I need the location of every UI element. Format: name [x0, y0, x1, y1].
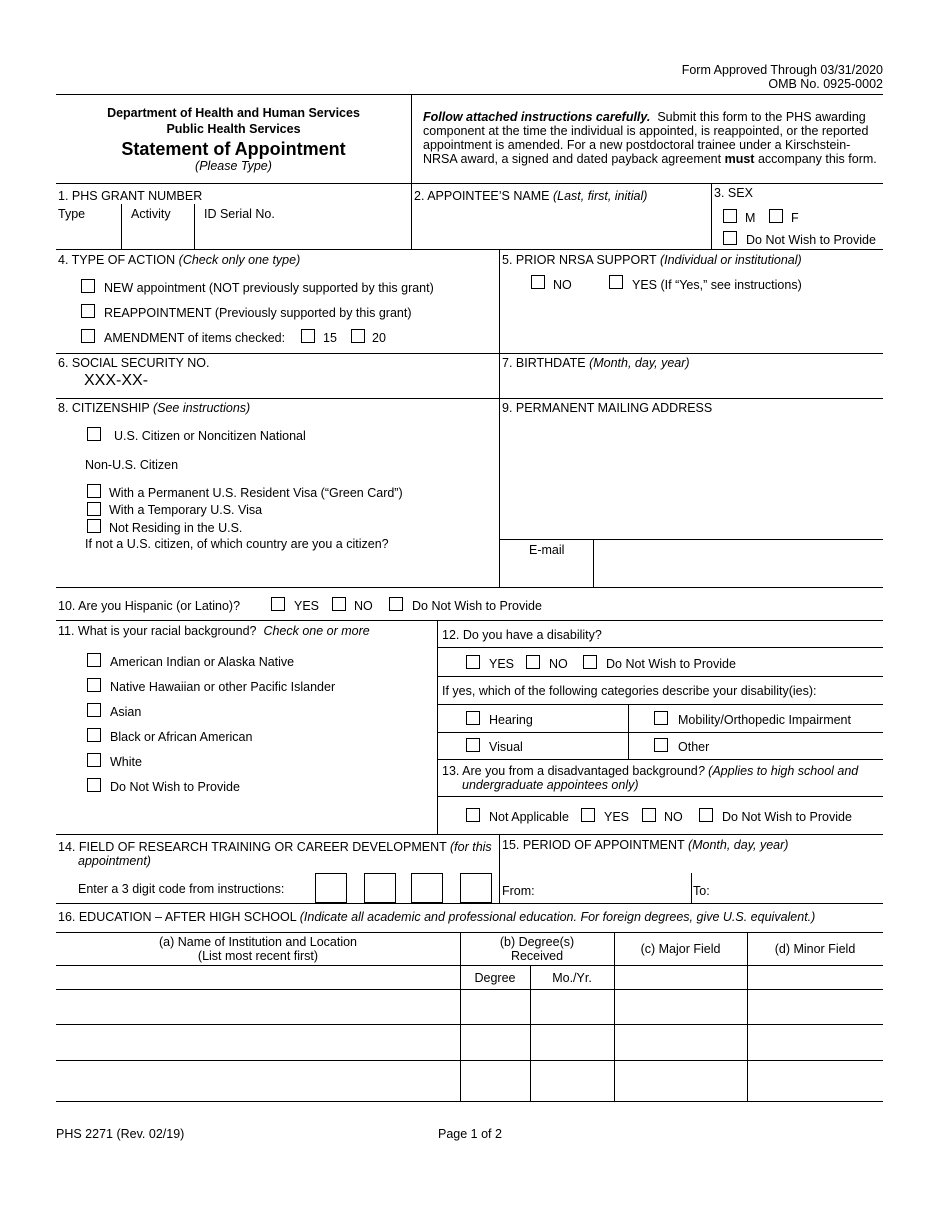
- rule: [56, 249, 883, 250]
- col-degree-header: (b) Degree(s): [499, 935, 575, 949]
- disadvantaged-dnw-label: Do Not Wish to Provide: [722, 810, 852, 824]
- disability-question: 12. Do you have a disability?: [442, 628, 602, 642]
- rule: [56, 398, 883, 399]
- disability-mobility-checkbox[interactable]: [654, 711, 668, 725]
- col-moyr-subcol: Mo./Yr.: [552, 971, 592, 985]
- rule: [711, 183, 712, 249]
- prior-nrsa-no-checkbox[interactable]: [531, 275, 545, 289]
- race-option-checkbox[interactable]: [87, 653, 101, 667]
- rule: [437, 676, 883, 677]
- hispanic-question: 10. Are you Hispanic (or Latino)?: [58, 599, 241, 613]
- disability-hearing-label: Hearing: [489, 713, 533, 727]
- prior-nrsa-yes-checkbox[interactable]: [609, 275, 623, 289]
- prior-nrsa-yes-label: YES (If “Yes,” see instructions): [632, 278, 802, 292]
- rule: [437, 796, 883, 797]
- action-amendment-checkbox[interactable]: [81, 329, 95, 343]
- disability-other-label: Other: [678, 740, 710, 754]
- col-major-header: (c) Major Field: [640, 942, 721, 956]
- appointee-name-hint: (Last, first, initial): [552, 189, 648, 203]
- field-code-box[interactable]: [411, 873, 443, 903]
- disadvantaged-dnw-checkbox[interactable]: [699, 808, 713, 822]
- field-of-research-hint-2: appointment): [78, 854, 151, 868]
- rule: [56, 965, 883, 966]
- disability-hearing-checkbox[interactable]: [466, 711, 480, 725]
- email-label: E-mail: [529, 543, 565, 557]
- disability-dnw-checkbox[interactable]: [583, 655, 597, 669]
- citizenship-label: [58, 401, 250, 415]
- rule: [56, 1101, 883, 1102]
- amend-item-20-label: 20: [372, 331, 386, 345]
- education-label: [58, 910, 815, 924]
- amend-item-15-label: 15: [323, 331, 337, 345]
- field-of-research-label: [58, 840, 492, 854]
- field-code-box[interactable]: [460, 873, 492, 903]
- green-card-label: With a Permanent U.S. Resident Visa (“Green Card”): [109, 486, 403, 500]
- rule: [437, 759, 883, 760]
- ssn-label: 6. SOCIAL SECURITY NO.: [58, 356, 210, 370]
- col-degree-subheader: Received: [510, 949, 564, 963]
- green-card-checkbox[interactable]: [87, 484, 101, 498]
- form-approved-date: Form Approved Through 03/31/2020: [681, 63, 883, 77]
- instructions-line-2: component at the time the individual is appointed, is reappointed, or the reported: [423, 124, 869, 138]
- period-of-appointment-label: [502, 838, 788, 852]
- mailing-address-label: 9. PERMANENT MAILING ADDRESS: [502, 401, 713, 415]
- education-label-text: 16. EDUCATION – AFTER HIGH SCHOOL: [58, 910, 297, 924]
- grant-number-label: 1. PHS GRANT NUMBER: [58, 189, 203, 203]
- rule: [56, 932, 883, 933]
- citizenship-label-text: 8. CITIZENSHIP: [58, 401, 150, 415]
- field-code-box[interactable]: [364, 873, 396, 903]
- disability-yes-checkbox[interactable]: [466, 655, 480, 669]
- disability-no-checkbox[interactable]: [526, 655, 540, 669]
- page-number: Page 1 of 2: [438, 1127, 502, 1141]
- hispanic-no-checkbox[interactable]: [332, 597, 346, 611]
- ssn-value: XXX-XX-: [84, 372, 149, 389]
- citizen-us-label: U.S. Citizen or Noncitizen National: [114, 429, 306, 443]
- period-to-label: To:: [693, 884, 710, 898]
- birthdate-field[interactable]: [503, 372, 878, 396]
- rule: [499, 834, 500, 903]
- disadvantaged-no-label: NO: [664, 810, 683, 824]
- citizenship-country-prompt: If not a U.S. citizen, of which country are you a citizen?: [85, 537, 389, 551]
- instructions-must: must: [724, 152, 755, 166]
- citizenship-hint: (See instructions): [152, 401, 251, 415]
- race-option-label: White: [110, 755, 142, 769]
- hispanic-yes-checkbox[interactable]: [271, 597, 285, 611]
- disability-no-label: NO: [549, 657, 568, 671]
- race-option-checkbox[interactable]: [87, 703, 101, 717]
- birthdate-label: [502, 356, 690, 370]
- action-reappointment-checkbox[interactable]: [81, 304, 95, 318]
- race-option-checkbox[interactable]: [87, 753, 101, 767]
- disability-yes-label: YES: [489, 657, 515, 671]
- hispanic-no-label: NO: [354, 599, 373, 613]
- not-residing-label: Not Residing in the U.S.: [109, 521, 243, 535]
- rule: [56, 834, 883, 835]
- service-name: Public Health Services: [166, 122, 301, 136]
- disability-mobility-label: Mobility/Orthopedic Impairment: [678, 713, 851, 727]
- race-option-label: American Indian or Alaska Native: [110, 655, 295, 669]
- prior-nrsa-label: [502, 253, 802, 267]
- hispanic-yes-label: YES: [294, 599, 320, 613]
- sex-f-checkbox[interactable]: [769, 209, 783, 223]
- col-degree-subcol: Degree: [474, 971, 516, 985]
- action-amendment-label: AMENDMENT of items checked:: [104, 331, 286, 345]
- appointee-name-field[interactable]: [414, 206, 709, 248]
- instructions-line-4: [423, 152, 877, 166]
- type-of-action-hint: (Check only one type): [178, 253, 301, 267]
- prior-nrsa-hint: (Individual or institutional): [659, 253, 802, 267]
- period-to-field[interactable]: [715, 876, 880, 900]
- disadvantaged-hint: ? (Applies to high school and: [697, 764, 859, 778]
- instructions-line-3: appointment is amended. For a new postdoctoral trainee under a Kirschstein-: [423, 138, 851, 152]
- disadvantaged-na-label: Not Applicable: [489, 810, 569, 824]
- prior-nrsa-no-label: NO: [553, 278, 572, 292]
- page-title: Statement of Appointment: [121, 139, 346, 159]
- sex-dnw-label: Do Not Wish to Provide: [746, 233, 876, 247]
- prior-nrsa-label-text: 5. PRIOR NRSA SUPPORT: [502, 253, 657, 267]
- instructions-line-1: [423, 110, 866, 124]
- col-minor-header: (d) Minor Field: [774, 942, 856, 956]
- disadvantaged-question-text: 13. Are you from a disadvantaged background: [442, 764, 698, 778]
- type-of-action-label: [58, 253, 300, 267]
- omb-number: OMB No. 0925-0002: [768, 77, 883, 91]
- non-us-citizen-heading: Non-U.S. Citizen: [85, 458, 179, 472]
- race-option-label: Black or African American: [110, 730, 253, 744]
- not-residing-checkbox[interactable]: [87, 519, 101, 533]
- col-institution-header: (a) Name of Institution and Location: [158, 935, 358, 949]
- hispanic-dnw-label: Do Not Wish to Provide: [412, 599, 542, 613]
- temporary-visa-checkbox[interactable]: [87, 502, 101, 516]
- citizen-us-checkbox[interactable]: [87, 427, 101, 441]
- race-question: [58, 624, 370, 638]
- grant-serial-label: ID Serial No.: [204, 207, 275, 221]
- disadvantaged-na-checkbox[interactable]: [466, 808, 480, 822]
- rule: [437, 620, 438, 834]
- table-row[interactable]: [56, 989, 883, 1024]
- instructions-text: Submit this form to the PHS awarding: [657, 110, 866, 124]
- sex-dnw-checkbox[interactable]: [723, 231, 737, 245]
- hispanic-dnw-checkbox[interactable]: [389, 597, 403, 611]
- disability-dnw-label: Do Not Wish to Provide: [606, 657, 736, 671]
- rule: [437, 647, 883, 648]
- rule: [437, 732, 883, 733]
- sex-m-checkbox[interactable]: [723, 209, 737, 223]
- field-code-box[interactable]: [315, 873, 347, 903]
- disadvantaged-yes-checkbox[interactable]: [581, 808, 595, 822]
- instructions-text: NRSA award, a signed and dated payback agreement: [423, 152, 722, 166]
- col-institution-subheader: (List most recent first): [197, 949, 319, 963]
- rule: [56, 903, 883, 904]
- rule: [411, 94, 412, 183]
- action-reappointment-label: REAPPOINTMENT (Previously supported by this grant): [104, 306, 412, 320]
- field-of-research-hint: (for this: [450, 840, 492, 854]
- race-option-label: Native Hawaiian or other Pacific Islander: [110, 680, 336, 694]
- instructions-emphasis: Follow attached instructions carefully.: [423, 110, 651, 124]
- rule: [691, 873, 692, 903]
- disadvantaged-no-checkbox[interactable]: [642, 808, 656, 822]
- sex-label: 3. SEX: [714, 186, 753, 200]
- appointee-name-label: [414, 189, 647, 203]
- action-new-checkbox[interactable]: [81, 279, 95, 293]
- amend-item-20-checkbox[interactable]: [351, 329, 365, 343]
- table-row[interactable]: [56, 1024, 883, 1059]
- grant-type-label: Type: [58, 207, 86, 221]
- period-from-label: From:: [502, 884, 535, 898]
- please-type-note: (Please Type): [195, 159, 272, 173]
- appointee-name-label-text: 2. APPOINTEE’S NAME: [414, 189, 550, 203]
- sex-f-label: F: [791, 211, 799, 225]
- email-field[interactable]: [596, 541, 881, 585]
- race-option-checkbox[interactable]: [87, 678, 101, 692]
- rule: [411, 183, 412, 249]
- period-of-appointment-label-text: 15. PERIOD OF APPOINTMENT: [502, 838, 685, 852]
- rule: [56, 587, 883, 588]
- citizenship-country-field[interactable]: [85, 553, 490, 581]
- disability-categories-prompt: If yes, which of the following categories describe your disability(ies):: [442, 684, 817, 698]
- rule: [437, 704, 883, 705]
- race-option-checkbox[interactable]: [87, 778, 101, 792]
- sex-m-label: M: [745, 211, 756, 225]
- rule: [56, 94, 883, 95]
- race-option-label: Do Not Wish to Provide: [110, 780, 240, 794]
- birthdate-label-text: 7. BIRTHDATE: [502, 356, 586, 370]
- form-number: PHS 2271 (Rev. 02/19): [56, 1127, 185, 1141]
- disadvantaged-yes-label: YES: [604, 810, 630, 824]
- birthdate-hint: (Month, day, year): [589, 356, 690, 370]
- grant-activity-label: Activity: [131, 207, 171, 221]
- mailing-address-field[interactable]: [503, 418, 878, 536]
- temporary-visa-label: With a Temporary U.S. Visa: [109, 503, 263, 517]
- education-hint: (Indicate all academic and professional education. For foreign degrees, give U.S. equivalent.): [299, 910, 816, 924]
- department-name: Department of Health and Human Services: [107, 106, 360, 120]
- rule: [593, 539, 594, 587]
- rule: [499, 249, 500, 587]
- rule: [56, 183, 883, 184]
- amend-item-15-checkbox[interactable]: [301, 329, 315, 343]
- rule: [56, 353, 883, 354]
- type-of-action-label-text: 4. TYPE OF ACTION: [58, 253, 176, 267]
- instructions-text: accompany this form.: [757, 152, 877, 166]
- period-from-field[interactable]: [540, 876, 685, 900]
- race-question-hint: Check one or more: [263, 624, 370, 638]
- three-digit-code-prompt: Enter a 3 digit code from instructions:: [78, 882, 285, 896]
- race-option-checkbox[interactable]: [87, 728, 101, 742]
- disability-other-checkbox[interactable]: [654, 738, 668, 752]
- disadvantaged-question: [442, 764, 858, 778]
- grant-number-field[interactable]: [60, 203, 410, 249]
- rule: [499, 539, 883, 540]
- ssn-field[interactable]: [160, 370, 490, 394]
- rule: [56, 620, 883, 621]
- field-of-research-label-text: 14. FIELD OF RESEARCH TRAINING OR CAREER DEVELOPMENT: [58, 840, 447, 854]
- disability-visual-checkbox[interactable]: [466, 738, 480, 752]
- race-question-text: 11. What is your racial background?: [58, 624, 257, 638]
- period-of-appointment-hint: (Month, day, year): [687, 838, 789, 852]
- race-option-label: Asian: [110, 705, 142, 719]
- disability-visual-label: Visual: [489, 740, 523, 754]
- disadvantaged-hint-2: undergraduate appointees only): [462, 778, 639, 792]
- action-new-label: NEW appointment (NOT previously supported by this grant): [104, 281, 434, 295]
- table-row[interactable]: [56, 1060, 883, 1100]
